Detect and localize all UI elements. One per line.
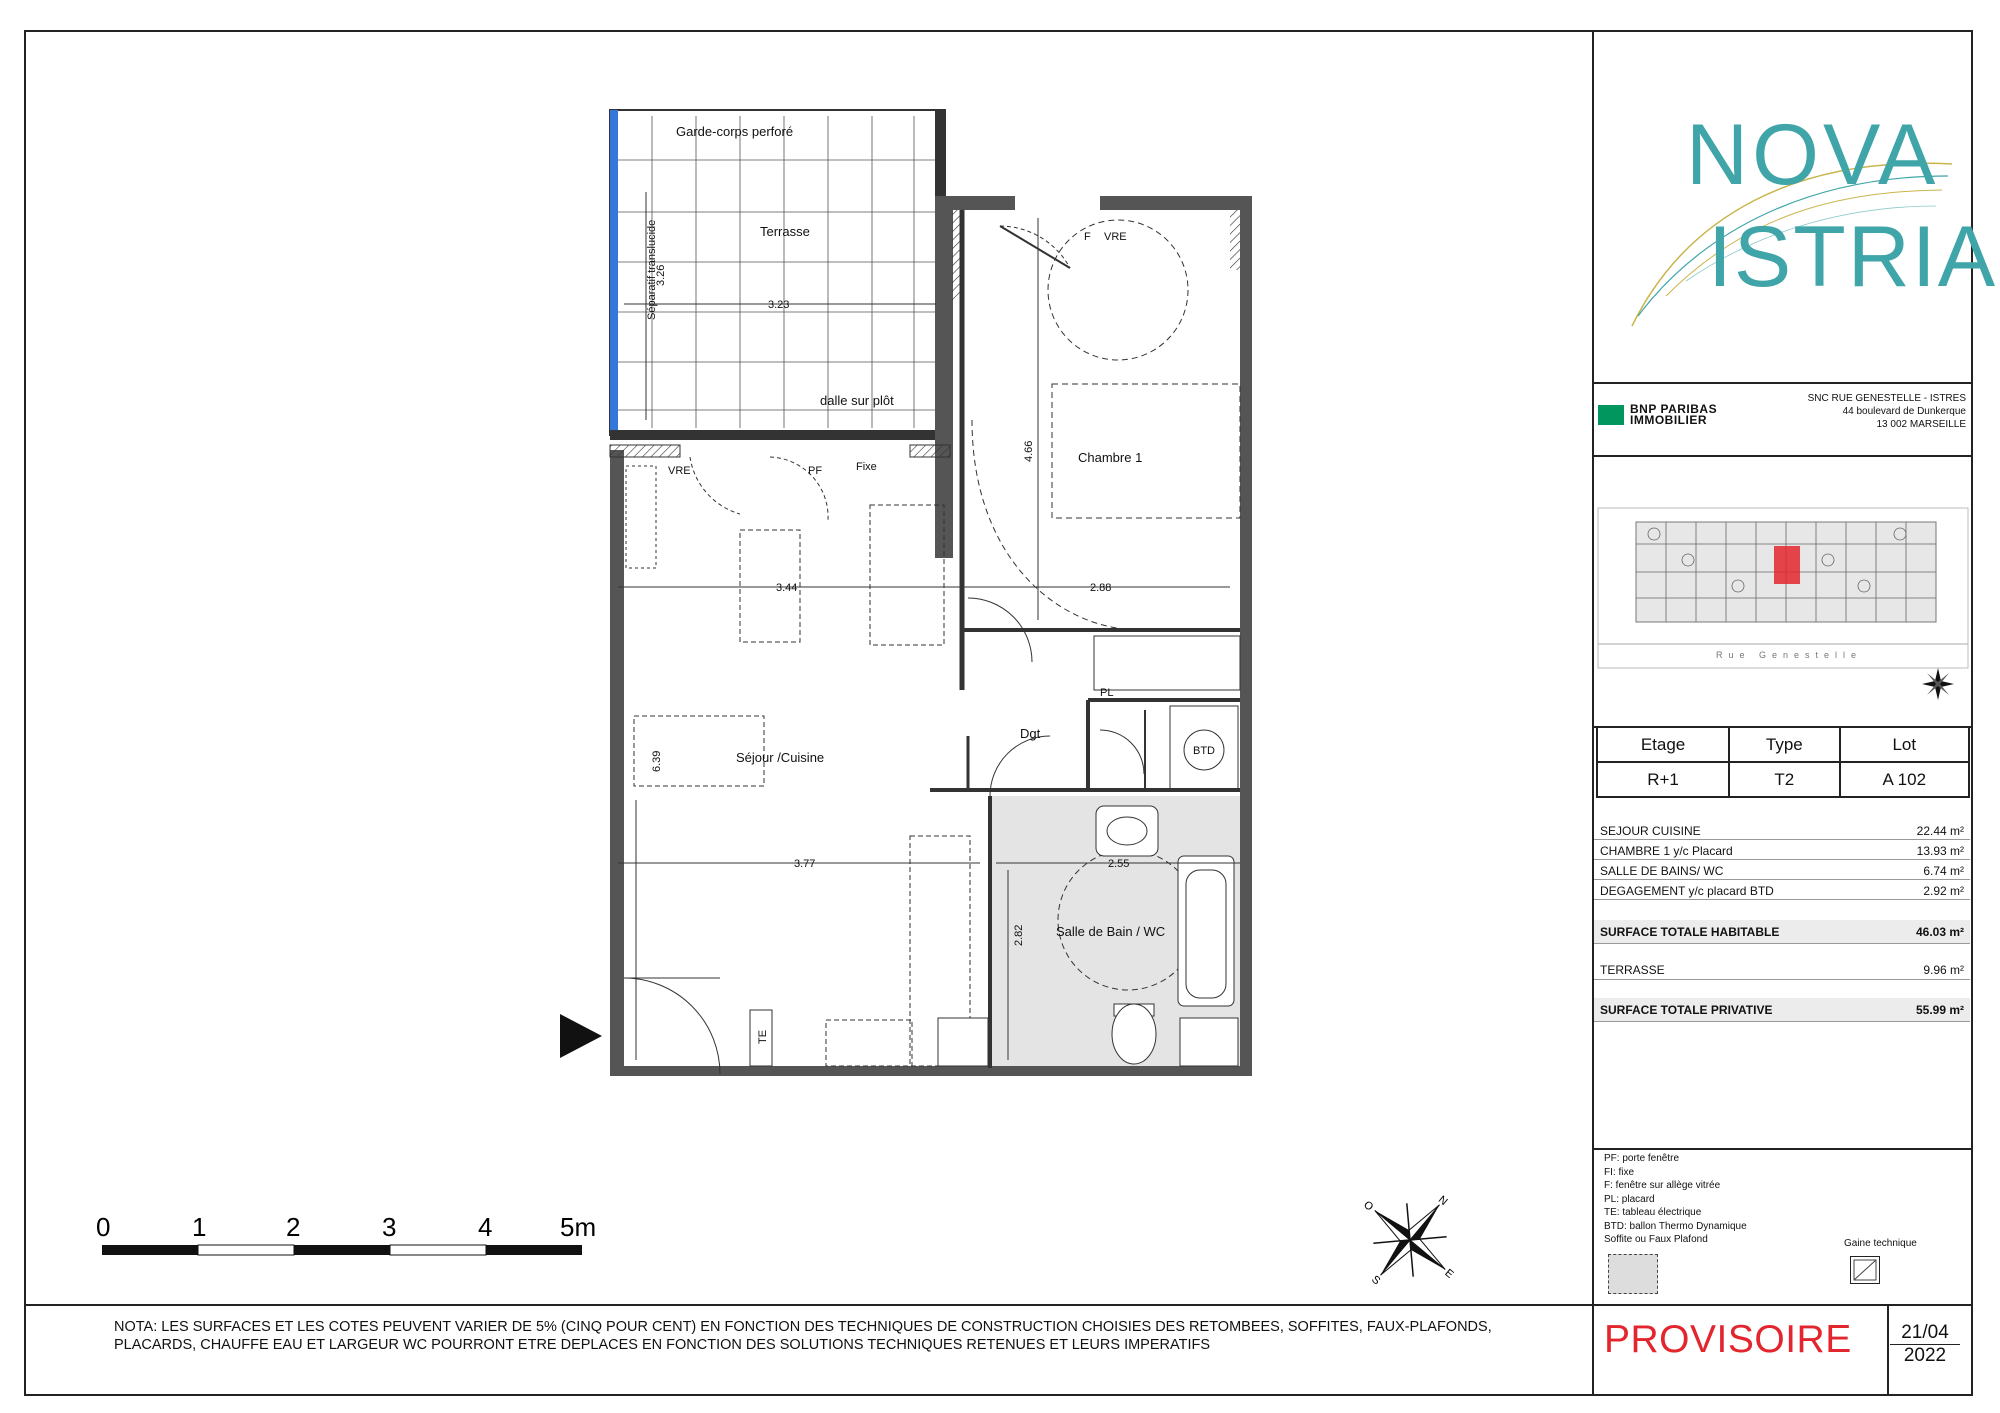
legend-soffite-label: Soffite ou Faux Plafond: [1604, 1234, 1708, 1245]
dim-sdb-width: 2.55: [1108, 858, 1130, 870]
dim-total-width: 3.77: [794, 858, 816, 870]
address-line-3: 13 002 MARSEILLE: [1876, 419, 1966, 430]
dim-sejour-width: 3.44: [776, 582, 798, 594]
lot-table: [1596, 726, 1970, 798]
legend-item: F: fenêtre sur allège vitrée: [1604, 1180, 1721, 1191]
floor-plan: [600, 100, 1260, 1090]
surface-label: SEJOUR CUISINE: [1600, 823, 1701, 838]
dim-sdb-height: 2.82: [1013, 924, 1025, 946]
bnp-star-icon: [1598, 405, 1624, 425]
plan-label-pl: PL: [1100, 687, 1114, 699]
logo-word-bottom: ISTRIA: [1708, 209, 1998, 305]
surface-value: 22.44 m²: [1916, 823, 1964, 838]
dim-terrasse-height: 3.26: [655, 264, 667, 286]
status-date: [1890, 1322, 1960, 1367]
dim-chambre-width: 2.88: [1090, 582, 1112, 594]
plan-label-fixe: Fixe: [856, 461, 877, 473]
plan-label-sejour: Séjour /Cuisine: [736, 750, 825, 765]
surface-value: 6.74 m²: [1923, 863, 1964, 878]
project-logo: [1626, 66, 1998, 346]
lot-value-type: T2: [1729, 762, 1840, 797]
right-panel-divider: [1592, 30, 1594, 1396]
lot-header-etage: Etage: [1597, 727, 1729, 762]
dim-sejour-height: 6.39: [651, 750, 663, 772]
scale-tick: 2: [286, 1212, 301, 1242]
surface-row: [1594, 822, 1970, 840]
surface-value: 9.96 m²: [1923, 962, 1964, 977]
compass-rose: [1350, 1180, 1470, 1300]
logo-divider: [1592, 382, 1973, 384]
surface-value: 55.99 m²: [1915, 1002, 1964, 1017]
compass-label-e: E: [1442, 1267, 1456, 1281]
date-year: 2022: [1903, 1345, 1947, 1366]
address-line-2: 44 boulevard de Dunkerque: [1842, 406, 1966, 417]
developer-name-1: BNP PARIBAS: [1630, 402, 1718, 416]
plan-label-terrasse: Terrasse: [760, 224, 810, 239]
plan-label-separatif: Séparatif translucide: [646, 219, 658, 320]
lot-value-lot: A 102: [1840, 762, 1969, 797]
compass-label-s: S: [1369, 1273, 1383, 1288]
address-line-1: SNC RUE GENESTELLE - ISTRES: [1807, 393, 1966, 404]
lot-header-type: Type: [1729, 727, 1840, 762]
legend-item: BTD: ballon Thermo Dynamique: [1604, 1220, 1747, 1232]
plan-label-vre-right: VRE: [1104, 231, 1127, 243]
lot-value-etage: R+1: [1597, 762, 1729, 797]
surface-label: TERRASSE: [1600, 962, 1665, 977]
site-plan-compass-icon: [1922, 668, 1954, 700]
surface-total-privative: [1594, 998, 1970, 1022]
legend-item: FI: fixe: [1604, 1166, 1635, 1178]
scale-tick: 0: [96, 1212, 111, 1242]
date-day: 21/04: [1890, 1322, 1960, 1345]
legend-gaine-swatch: [1850, 1256, 1880, 1284]
surface-value: 46.03 m²: [1915, 924, 1964, 939]
footer-divider: [24, 1304, 1973, 1306]
entrance-arrow-icon: [558, 1012, 604, 1065]
plan-label-vre-left: VRE: [668, 465, 691, 477]
dim-terrasse-width: 3.23: [768, 299, 790, 311]
plan-label-pf: PF: [808, 465, 823, 477]
site-plan-street: Rue Genestelle: [1716, 650, 1863, 660]
plan-label-chambre: Chambre 1: [1078, 450, 1143, 465]
scale-bar: [96, 1208, 616, 1268]
legend-item: PF: porte fenêtre: [1604, 1153, 1680, 1164]
site-plan: [1596, 494, 1970, 720]
developer-address: [1770, 392, 1966, 431]
date-divider: [1887, 1304, 1889, 1396]
legend: [1604, 1152, 1747, 1247]
scale-tick: 4: [478, 1212, 493, 1242]
surface-label: SURFACE TOTALE HABITABLE: [1600, 924, 1780, 939]
plan-label-garde-corps: Garde-corps perforé: [676, 124, 794, 139]
developer-name-2: IMMOBILIER: [1630, 413, 1707, 427]
surface-row: [1594, 862, 1970, 880]
legend-gaine-label: Gaine technique: [1844, 1238, 1917, 1249]
logo-word-top: NOVA: [1686, 107, 1940, 203]
scale-tick: 3: [382, 1212, 397, 1242]
surface-row: [1594, 882, 1970, 900]
dim-chambre-height: 4.66: [1023, 440, 1035, 462]
developer-logo: [1598, 404, 1717, 426]
plan-label-dalle: dalle sur plôt: [820, 393, 894, 408]
surface-label: SURFACE TOTALE PRIVATIVE: [1600, 1002, 1773, 1017]
compass-label-n: N: [1435, 1193, 1450, 1209]
developer-divider: [1592, 455, 1973, 457]
surface-label: DEGAGEMENT y/c placard BTD: [1600, 883, 1774, 898]
plan-label-te: TE: [757, 1029, 769, 1044]
status-provisoire: PROVISOIRE: [1604, 1318, 1852, 1361]
legend-divider: [1592, 1148, 1973, 1150]
legend-soffite-swatch: [1608, 1254, 1658, 1294]
plan-label-btd: BTD: [1193, 745, 1215, 757]
plan-label-dgt: Dgt: [1020, 726, 1041, 741]
scale-tick: 1: [192, 1212, 207, 1242]
surface-label: SALLE DE BAINS/ WC: [1600, 863, 1724, 878]
plan-label-salle-bain: Salle de Bain / WC: [1056, 924, 1166, 939]
legend-item: PL: placard: [1604, 1193, 1655, 1205]
surface-value: 13.93 m²: [1916, 843, 1964, 858]
surface-value: 2.92 m²: [1923, 883, 1964, 898]
legend-item: TE: tableau électrique: [1604, 1207, 1702, 1218]
surface-terrasse: [1594, 960, 1970, 980]
disclaimer-note: NOTA: LES SURFACES ET LES COTES PEUVENT VARIER DE 5% (CINQ POUR CENT) EN FONCTION DES TECHNIQUES DE CONSTRUCTION CHOISIES DES RETOMBEES, SOFFITES, FAUX-PLAFONDS, PLACARDS, CHAUFFE EAU ET LARGEUR WC POURRONT ETRE DEPLACES EN FONCTION DES SOLUTIONS TECHNIQUES RETENUES ET LEURS IMPERATIFS: [114, 1319, 1492, 1353]
lot-header-lot: Lot: [1840, 727, 1969, 762]
scale-tick: 5m: [560, 1212, 597, 1242]
plan-label-f: F: [1084, 231, 1091, 243]
surface-total-habitable: [1594, 920, 1970, 944]
surface-row: [1594, 842, 1970, 860]
site-plan-lot-highlight: [1774, 546, 1800, 584]
compass-label-o: O: [1361, 1198, 1376, 1214]
surface-label: CHAMBRE 1 y/c Placard: [1600, 843, 1733, 858]
